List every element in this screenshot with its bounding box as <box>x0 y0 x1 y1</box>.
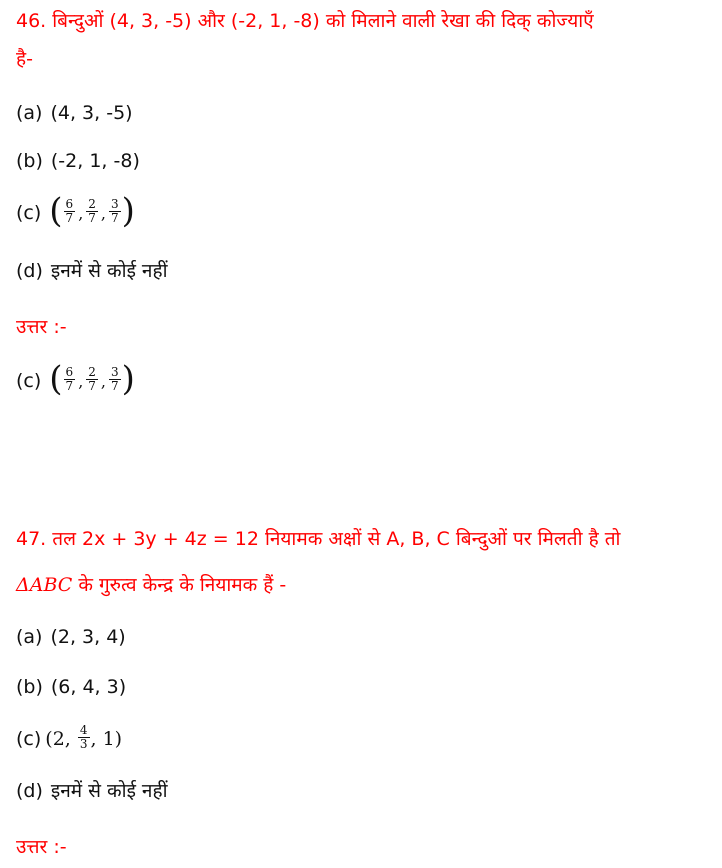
q47-answer-heading: उत्तर :- <box>16 836 67 858</box>
option-label: (b) <box>16 150 43 172</box>
fraction-denominator: 7 <box>65 211 74 225</box>
fraction-denominator: 3 <box>79 737 88 751</box>
fraction <box>86 198 98 225</box>
q46-answer-heading: उत्तर :- <box>16 316 67 338</box>
open-paren: ( <box>49 190 63 231</box>
option-label: (b) <box>16 676 43 698</box>
fraction-numerator: 6 <box>65 197 74 211</box>
open-paren: ( <box>49 358 63 399</box>
q46-question-line1: 46. बिन्दुओं (4, 3, -5) और (-2, 1, -8) को मिलाने वाली रेखा की दिक् कोज्याएँ <box>16 10 594 32</box>
q46-option-d <box>16 258 168 284</box>
fraction <box>109 366 121 393</box>
fraction-denominator: 7 <box>88 379 96 393</box>
option-label: (a) <box>16 102 43 124</box>
option-text: (-2, 1, -8) <box>50 150 140 172</box>
comma: , <box>100 372 107 391</box>
fraction-numerator: 3 <box>111 365 119 379</box>
q46-option-b <box>16 148 140 174</box>
fraction <box>78 724 90 751</box>
fraction-numerator: 6 <box>65 365 74 379</box>
q47-option-a <box>16 624 126 650</box>
q47-option-b <box>16 674 126 700</box>
option-text: (2, 3, 4) <box>50 626 126 648</box>
fraction-denominator: 7 <box>88 211 96 225</box>
fraction <box>86 366 98 393</box>
q46-option-a <box>16 100 133 126</box>
option-label: (c) <box>16 202 42 224</box>
q47-question-line2-text: के गुरुत्व केन्द्र के नियामक हैं - <box>72 574 287 596</box>
option-label: (d) <box>16 260 43 282</box>
option-text-pre: (2, <box>45 728 77 750</box>
fraction-numerator: 3 <box>111 197 119 211</box>
fraction-numerator: 2 <box>88 197 96 211</box>
fraction-denominator: 7 <box>111 211 119 225</box>
fraction-denominator: 7 <box>65 379 74 393</box>
fraction-numerator: 4 <box>79 723 88 737</box>
comma: , <box>78 372 84 391</box>
answer-label: (c) <box>16 370 42 392</box>
comma: , <box>100 204 107 223</box>
q46-question-line2: है- <box>16 48 33 70</box>
option-label: (d) <box>16 780 43 802</box>
close-paren: ) <box>121 190 135 231</box>
q46-option-c <box>16 190 135 231</box>
comma: , <box>78 204 84 223</box>
fraction <box>64 198 76 225</box>
option-text-post: , 1) <box>90 728 123 750</box>
q46-answer <box>16 358 135 399</box>
fraction-denominator: 7 <box>111 379 119 393</box>
close-paren: ) <box>121 358 135 399</box>
option-text: (6, 4, 3) <box>50 676 127 698</box>
triangle-abc: ΔABC <box>16 574 73 596</box>
fraction-numerator: 2 <box>88 365 96 379</box>
option-label: (a) <box>16 626 43 648</box>
option-text: इनमें से कोई नहीं <box>50 260 168 282</box>
q47-question-line2 <box>16 572 286 598</box>
option-text: इनमें से कोई नहीं <box>50 780 168 802</box>
fraction <box>109 198 121 225</box>
q47-option-c <box>16 723 123 753</box>
q47-option-d <box>16 778 168 804</box>
fraction <box>64 366 76 393</box>
option-label: (c) <box>16 728 42 750</box>
option-text: (4, 3, -5) <box>50 102 133 124</box>
q47-question-line1: 47. तल 2x + 3y + 4z = 12 नियामक अक्षों से A, B, C बिन्दुओं पर मिलती है तो <box>16 528 621 550</box>
